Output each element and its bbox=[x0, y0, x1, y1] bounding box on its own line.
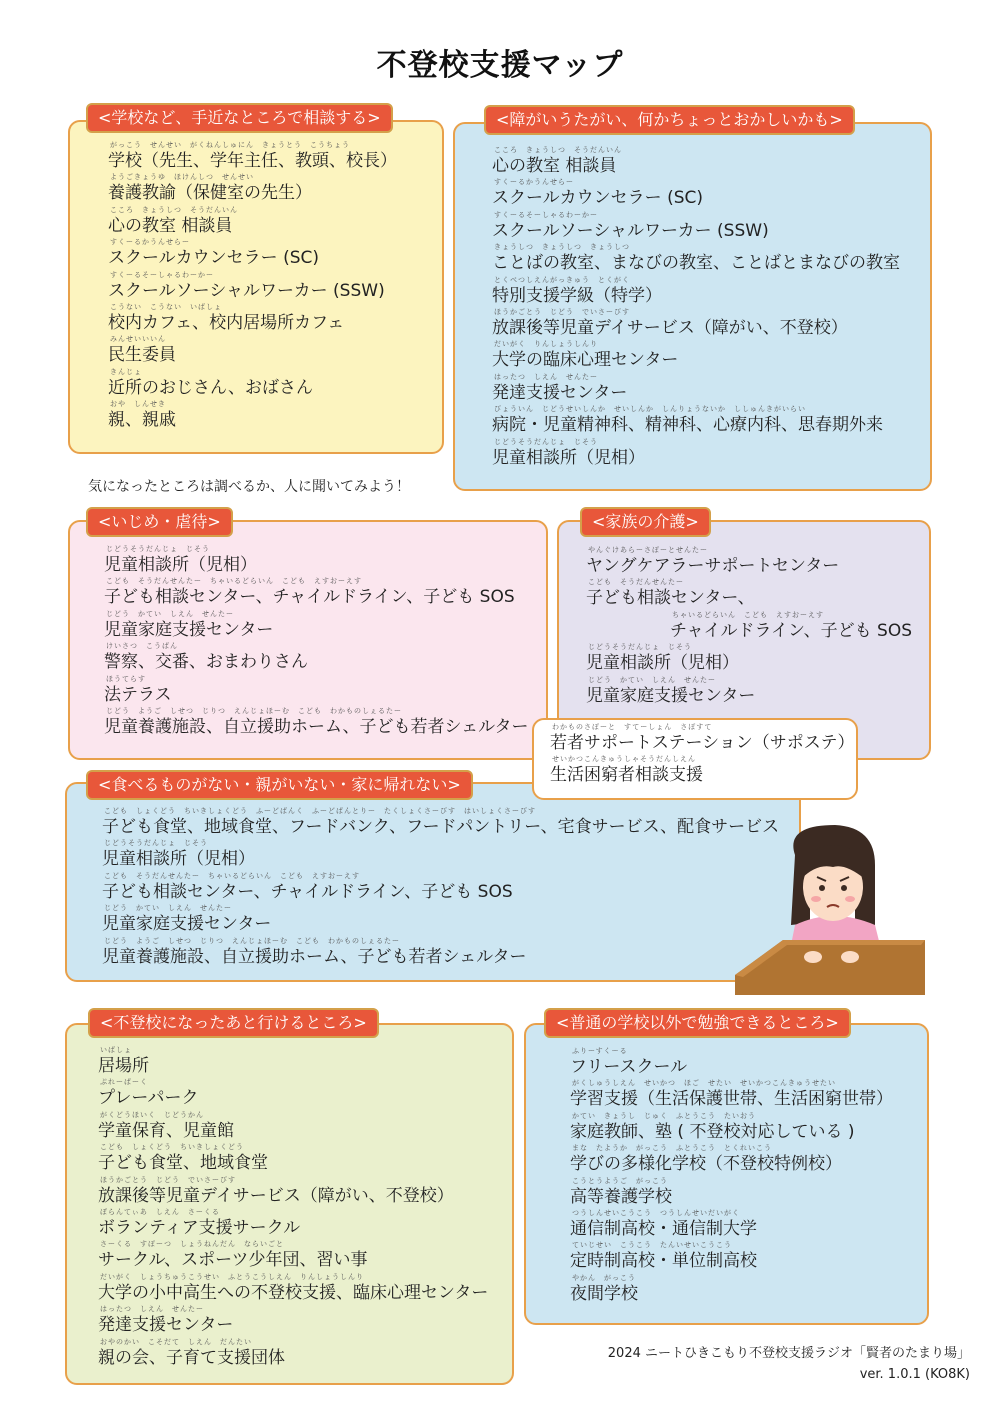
furigana: じどうそうだんじょ じそう bbox=[106, 545, 210, 553]
list-item-text: フリースクール bbox=[570, 1057, 688, 1077]
list-item-text: 心の教室 相談員 bbox=[492, 156, 617, 176]
section-after-heading: <不登校になったあと行けるところ> bbox=[88, 1008, 379, 1038]
furigana: はったつ しえん せんたー bbox=[100, 1305, 204, 1314]
list-item-text: 児童家庭支援センター bbox=[102, 914, 272, 935]
list-item-text: 養護教諭（保健室の先生） bbox=[108, 183, 312, 204]
furigana: すくーるかうんせらー bbox=[110, 238, 190, 247]
furigana: じどうそうだんじょ じそう bbox=[588, 643, 692, 652]
list-item-text: 児童相談所（児相） bbox=[102, 849, 255, 870]
list-item-text: 大学の臨床心理センター bbox=[492, 350, 679, 371]
furigana: すくーるそーしゃるわーかー bbox=[494, 210, 598, 219]
list-item-text: 夜間学校 bbox=[570, 1283, 638, 1304]
section-school-heading: <学校など、手近なところで相談する> bbox=[86, 103, 393, 133]
furigana: こども そうだんせんたー ちゃいるどらいん こども えすおーえす bbox=[104, 871, 360, 880]
furigana: こころ きょうしつ そうだんいん bbox=[110, 205, 238, 214]
furigana: ぼらんてぃあ しえん さーくる bbox=[100, 1207, 220, 1216]
furigana: わかものさぽーと すてーしょん さぽすて bbox=[552, 723, 713, 731]
furigana: ぷれーぱーく bbox=[100, 1078, 148, 1087]
list-item-text: 定時制高校・単位制高校 bbox=[570, 1251, 757, 1272]
furigana: こども そうだんせんたー ちゃいるどらいん こども えすおーえす bbox=[106, 577, 362, 586]
list-item-text: スクールソーシャルワーカー (SSW) bbox=[108, 280, 385, 301]
furigana: じどう かてい しえん せんたー bbox=[106, 609, 234, 618]
list-item-text: 放課後等児童デイサービス（障がい、不登校） bbox=[98, 1185, 454, 1206]
list-item bbox=[586, 545, 840, 577]
furigana: こども そうだんせんたー bbox=[588, 578, 684, 587]
furigana: がくどうほいく じどうかん bbox=[100, 1110, 204, 1119]
list-item-text: 学童保育、児童館 bbox=[98, 1120, 234, 1141]
furigana: ていじせい こうこう たんいせいこうこう bbox=[572, 1241, 732, 1250]
list-item-text: ボランティア支援サークル bbox=[98, 1217, 301, 1238]
list-item-text: 児童相談所（児相） bbox=[586, 653, 739, 674]
furigana: ちゃいるどらいん こども えすおーえす bbox=[672, 610, 824, 619]
furigana: びょういん じどうせいしんか せいしんか しんりょうないか ししゅんきがいらい bbox=[494, 405, 806, 414]
list-item-text: 子ども食堂、地域食堂 bbox=[98, 1153, 268, 1174]
list-item-text: スクールソーシャルワーカー (SSW) bbox=[492, 220, 769, 241]
furigana: じどう ようご しせつ じりつ えんじょほーむ こども わかものしぇるたー bbox=[106, 706, 402, 715]
list-item-text: 法テラス bbox=[104, 684, 172, 705]
furigana: こうとうようご がっこう bbox=[572, 1176, 668, 1185]
list-item-text: 学習支援（生活保護世帯、生活困窮世帯） bbox=[570, 1089, 893, 1110]
list-item-text: 大学の小中高生への不登校支援、臨床心理センター bbox=[98, 1282, 489, 1303]
furigana: とくべつしえんがっきゅう とくがく bbox=[494, 275, 630, 284]
list-item-text: 親の会、子育て支援団体 bbox=[98, 1347, 285, 1368]
furigana: きょうしつ きょうしつ きょうしつ bbox=[494, 243, 630, 252]
list-item-text: ことばの教室、まなびの教室、ことばとまなびの教室 bbox=[492, 253, 900, 274]
furigana: まな たようか がっこう ふとうこう とくれいこう bbox=[572, 1144, 772, 1153]
list-item-text: 子ども相談センター、チャイルドライン、子ども SOS bbox=[102, 881, 513, 902]
furigana: せいかつこんきゅうしゃそうだんしえん bbox=[552, 755, 696, 764]
furigana: やんぐけあらーさぽーとせんたー bbox=[588, 546, 708, 554]
furigana: がくしゅうしえん せいかつ ほご せたい せいかつこんきゅうせたい bbox=[572, 1079, 836, 1088]
furigana: やかん がっこう bbox=[572, 1273, 636, 1282]
furigana: じどう かてい しえん せんたー bbox=[104, 904, 232, 913]
furigana: がっこう せんせい がくねんしゅにん きょうとう こうちょう bbox=[110, 141, 350, 149]
list-item-text: 学校（先生、学年主任、教頭、校長） bbox=[108, 151, 397, 171]
section-bullying-heading: <いじめ・虐待> bbox=[86, 507, 233, 537]
furigana: だいがく しょうちゅうこうせい ふとうこうしえん りんしょうしんり bbox=[100, 1272, 364, 1281]
list-item-text: 心の教室 相談員 bbox=[108, 215, 233, 236]
list-item-text: 発達支援センター bbox=[98, 1315, 234, 1336]
list-item-text: 生活困窮者相談支援 bbox=[550, 765, 703, 786]
furigana: こうない こうない いばしょ bbox=[110, 302, 222, 311]
furigana: すくーるそーしゃるわーかー bbox=[110, 270, 214, 279]
list-item-text: スクールカウンセラー (SC) bbox=[108, 248, 319, 269]
list-item-text: 家庭教師、塾 ( 不登校対応している ) bbox=[570, 1121, 855, 1142]
furigana: いばしょ bbox=[100, 1046, 132, 1054]
page-title: 不登校支援マップ bbox=[376, 48, 624, 83]
section-caregiving-list bbox=[586, 545, 912, 707]
list-item-text: 児童相談所（児相） bbox=[104, 555, 257, 575]
list-item-text: 児童家庭支援センター bbox=[586, 685, 756, 706]
list-item-text: スクールカウンセラー (SC) bbox=[492, 188, 703, 209]
furigana: きんじょ bbox=[110, 367, 142, 376]
list-item-text: 校内カフェ、校内居場所カフェ bbox=[108, 312, 345, 333]
furigana: ふりーすくーる bbox=[572, 1047, 628, 1055]
list-item-text: サークル、スポーツ少年団、習い事 bbox=[98, 1250, 368, 1271]
furigana: ほうてらす bbox=[106, 674, 146, 683]
list-item-text: 通信制高校・通信制大学 bbox=[570, 1218, 757, 1239]
furigana: おや しんせき bbox=[110, 400, 166, 409]
list-item-text: ヤングケアラーサポートセンター bbox=[586, 556, 840, 576]
list-item-text: 児童家庭支援センター bbox=[104, 619, 274, 640]
furigana: すくーるかうんせらー bbox=[494, 178, 574, 187]
list-item-text: 子ども相談センター、チャイルドライン、子ども SOS bbox=[104, 587, 515, 608]
list-item bbox=[586, 642, 739, 674]
furigana: けいさつ こうばん bbox=[106, 642, 178, 651]
list-item-text: 居場所 bbox=[98, 1056, 149, 1076]
section-food-heading: <食べるものがない・親がいない・家に帰れない> bbox=[86, 770, 473, 800]
list-item-text: チャイルドライン、子ども SOS bbox=[670, 620, 912, 641]
list-item-text: 発達支援センター bbox=[492, 382, 628, 403]
list-item-text: 若者サポートステーション（サポステ） bbox=[550, 733, 855, 753]
furigana: じどうそうだんじょ じそう bbox=[104, 839, 208, 848]
list-item-text: 警察、交番、おまわりさん bbox=[104, 652, 308, 673]
furigana: さーくる すぽーつ しょうねんだん ならいごと bbox=[100, 1240, 284, 1249]
section-caregiving-heading: <家族の介護> bbox=[580, 507, 711, 537]
furigana: こども しょくどう ちいきしょくどう ふーどばんく ふーどぱんとりー たくしょくさーびす はいしょくさーびす bbox=[104, 807, 536, 815]
furigana: ほうかごとう じどう でいさーびす bbox=[100, 1175, 236, 1184]
list-item-text: 放課後等児童デイサービス（障がい、不登校） bbox=[492, 317, 848, 338]
list-item-text: 児童相談所（児相） bbox=[492, 447, 645, 468]
furigana: じどう かてい しえん せんたー bbox=[588, 675, 716, 684]
list-item-text: 児童養護施設、自立援助ホーム、子ども若者シェルター bbox=[102, 946, 527, 967]
furigana: こころ きょうしつ そうだんいん bbox=[494, 146, 622, 154]
furigana: こども しょくどう ちいきしょくどう bbox=[100, 1143, 244, 1152]
note-text: 気になったところは調べるか、人に聞いてみよう！ bbox=[88, 479, 410, 495]
list-item-text: 近所のおじさん、おばさん bbox=[108, 377, 314, 398]
worried-girl-illustration bbox=[725, 815, 925, 995]
furigana: じどう ようご しせつ じりつ えんじょほーむ こども わかものしぇるたー bbox=[104, 936, 400, 945]
furigana: ようごきょうゆ ほけんしつ せんせい bbox=[110, 173, 254, 182]
list-item-text: プレーパーク bbox=[98, 1088, 199, 1109]
list-item-text: 民生委員 bbox=[108, 345, 176, 366]
section-disability-heading: <障がいうたがい、何かちょっとおかしいかも> bbox=[484, 105, 855, 135]
furigana: つうしんせいこうこう つうしんせいだいがく bbox=[572, 1208, 740, 1217]
section-study-heading: <普通の学校以外で勉強できるところ> bbox=[544, 1008, 851, 1038]
furigana: じどうそうだんじょ じそう bbox=[494, 437, 598, 446]
furigana: かてい きょうし じゅく ふとうこう たいおう bbox=[572, 1111, 756, 1120]
list-item-text: 子ども食堂、地域食堂、フードバンク、フードパントリー、宅食サービス、配食サービス bbox=[102, 817, 780, 837]
furigana: ほうかごとう じどう でいさーびす bbox=[494, 307, 630, 316]
list-item-text: 子ども相談センター、 bbox=[586, 588, 755, 609]
list-item-text: 特別支援学級（特学） bbox=[492, 285, 662, 306]
list-item bbox=[586, 675, 756, 707]
list-item-text: 病院・児童精神科、精神科、心療内科、思春期外来 bbox=[492, 415, 883, 436]
furigana: みんせいいいん bbox=[110, 335, 166, 344]
list-item bbox=[586, 577, 755, 609]
footer-version: ver. 1.0.1 (KO8K) bbox=[859, 1367, 970, 1382]
furigana: だいがく りんしょうしんり bbox=[494, 340, 598, 349]
list-item-text: 学びの多様化学校（不登校特例校） bbox=[570, 1154, 842, 1175]
furigana: おやのかい こそだて しえん だんたい bbox=[100, 1337, 252, 1346]
list-item-text: 親、親戚 bbox=[108, 410, 176, 431]
list-item-text: 児童養護施設、自立援助ホーム、子ども若者シェルター bbox=[104, 716, 529, 737]
list-item-text: 高等養護学校 bbox=[570, 1186, 672, 1207]
footer-credit: 2024 ニートひきこもり不登校支援ラジオ「賢者のたまり場」 bbox=[607, 1346, 970, 1361]
furigana: はったつ しえん せんたー bbox=[494, 372, 598, 381]
